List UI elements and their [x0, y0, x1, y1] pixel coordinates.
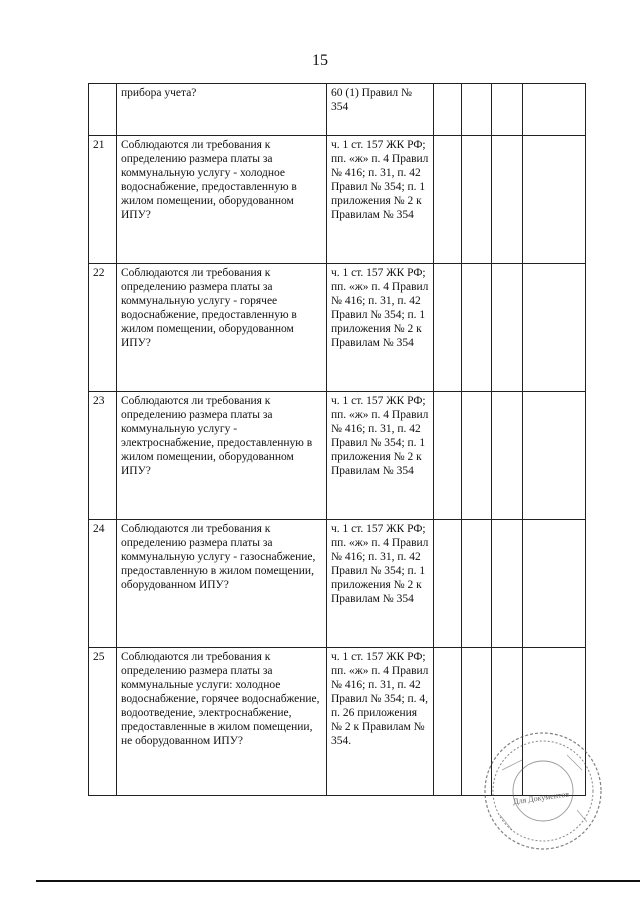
answer-cell-yes: [434, 264, 462, 392]
comment-cell: [523, 392, 586, 520]
question-cell: Соблюдаются ли требования к определению размера платы за коммунальную услугу - горячее водоснабжение, предоставленную в жилом помещении, оборудованном ИПУ?: [117, 264, 327, 392]
answer-cell-yes: [434, 392, 462, 520]
answer-cell-no: [462, 84, 492, 136]
answer-cell-yes: [434, 520, 462, 648]
question-cell: Соблюдаются ли требования к определению размера платы за коммунальную услугу - электроснабжение, предоставленную в жилом помещении, оборудованном ИПУ?: [117, 392, 327, 520]
comment-cell: [523, 264, 586, 392]
question-cell: Соблюдаются ли требования к определению размера платы за коммунальную услугу - газоснабжение, предоставленную в жилом помещении, оборудованном ИПУ?: [117, 520, 327, 648]
comment-cell: [523, 84, 586, 136]
table-row: [89, 264, 586, 392]
reference-cell: ч. 1 ст. 157 ЖК РФ; пп. «ж» п. 4 Правил № 416; п. 31, п. 42 Правил № 354; п. 1 приложения № 2 к Правилам № 354: [327, 264, 434, 392]
answer-cell-na: [492, 264, 523, 392]
table-row: [89, 84, 586, 136]
comment-cell: [523, 136, 586, 264]
table-row: [89, 392, 586, 520]
stamp-label: Для Документов: [512, 789, 570, 807]
answer-cell-no: [462, 136, 492, 264]
answer-cell-yes: [434, 648, 462, 796]
row-number: 23: [89, 392, 117, 520]
question-cell: прибора учета?: [117, 84, 327, 136]
reference-cell: ч. 1 ст. 157 ЖК РФ; пп. «ж» п. 4 Правил № 416; п. 31, п. 42 Правил № 354; п. 1 приложения № 2 к Правилам № 354: [327, 136, 434, 264]
checklist-table: [88, 83, 586, 796]
answer-cell-na: [492, 520, 523, 648]
row-number: 22: [89, 264, 117, 392]
answer-cell-na: [492, 392, 523, 520]
table-row: [89, 520, 586, 648]
row-number: 21: [89, 136, 117, 264]
reference-cell: ч. 1 ст. 157 ЖК РФ; пп. «ж» п. 4 Правил № 416; п. 31, п. 42 Правил № 354; п. 1 приложения № 2 к Правилам № 354: [327, 392, 434, 520]
answer-cell-na: [492, 136, 523, 264]
reference-cell: 60 (1) Правил № 354: [327, 84, 434, 136]
answer-cell-no: [462, 392, 492, 520]
stamp-seal: [482, 730, 604, 852]
footer-rule: [36, 880, 640, 882]
page-number: 15: [312, 52, 328, 69]
reference-cell: ч. 1 ст. 157 ЖК РФ; пп. «ж» п. 4 Правил № 416; п. 31, п. 42 Правил № 354; п. 4, п. 26 приложения № 2 к Правилам № 354.: [327, 648, 434, 796]
question-cell: Соблюдаются ли требования к определению размера платы за коммунальные услуги: холодное водоснабжение, горячее водоснабжение, водоотведение, электроснабжение, предоставленные в жилом помещении, не оборудованном ИПУ?: [117, 648, 327, 796]
answer-cell-na: [492, 84, 523, 136]
comment-cell: [523, 520, 586, 648]
question-cell: Соблюдаются ли требования к определению размера платы за коммунальную услугу - холодное водоснабжение, предоставленную в жилом помещении, оборудованном ИПУ?: [117, 136, 327, 264]
answer-cell-yes: [434, 84, 462, 136]
answer-cell-yes: [434, 136, 462, 264]
table-row: [89, 136, 586, 264]
row-number: 24: [89, 520, 117, 648]
row-number: 25: [89, 648, 117, 796]
answer-cell-no: [462, 264, 492, 392]
row-number: [89, 84, 117, 136]
answer-cell-no: [462, 520, 492, 648]
reference-cell: ч. 1 ст. 157 ЖК РФ; пп. «ж» п. 4 Правил № 416; п. 31, п. 42 Правил № 354; п. 1 приложения № 2 к Правилам № 354: [327, 520, 434, 648]
